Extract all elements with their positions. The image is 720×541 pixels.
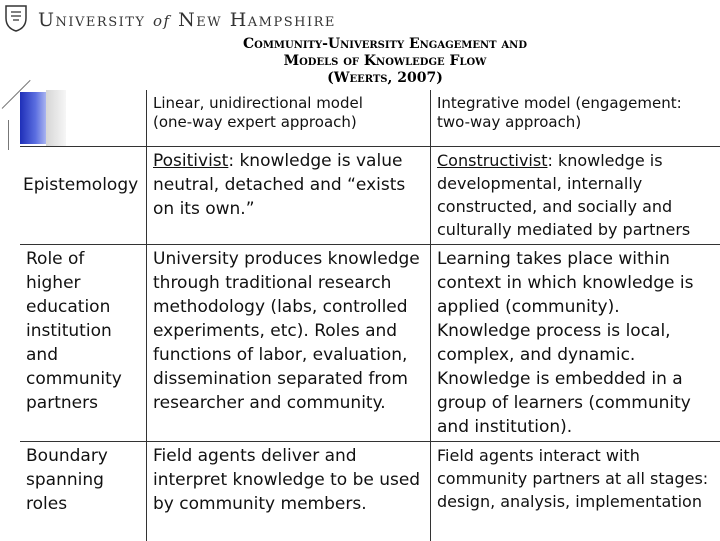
cell-epistemology-integrative: Constructivist: knowledge is developmental, internally constructed, and socially and culturally mediated by partners [431,146,720,244]
header-linear-line-1: Linear, unidirectional model [153,94,424,113]
table-row [20,244,720,441]
header-integrative-line-1: Integrative model (engagement: [437,94,714,113]
title-line-3: (Weerts, 2007) [150,70,620,87]
header-linear-model [147,90,431,146]
table-row [20,146,720,244]
university-wordmark: University of New Hampshire [38,9,336,31]
comparison-table [20,90,720,541]
header-integrative-model [431,90,720,146]
epistemology-label: Epistemology [23,175,138,195]
row-label-epistemology [20,146,147,244]
cell-boundary-integrative: Field agents interact with community partners at all stages: design, analysis, implementation [431,441,720,541]
title-line-2: Models of Knowledge Flow [150,53,620,70]
cell-role-integrative: Learning takes place within context in which knowledge is applied (community). Knowledge process is local, complex, and dynamic. Knowledge is embedded in a group of learners (community and institution). [431,244,720,441]
cell-boundary-linear: Field agents deliver and interpret knowledge to be used by community members. [147,441,431,541]
header-empty-cell [20,90,147,146]
table-row [20,441,720,541]
header-integrative-line-2: two-way approach) [437,113,714,132]
row-label-role: Role of higher education institution and community partners [20,244,147,441]
table-header-row [20,90,720,146]
row-label-boundary: Boundary spanning roles [20,441,147,541]
slide-title [150,36,620,87]
decorative-line [8,120,9,150]
title-line-1: Community-University Engagement and [150,36,620,53]
cell-epistemology-linear: Positivist: knowledge is value neutral, detached and “exists on its own.” [147,146,431,244]
header-linear-line-2: (one-way expert approach) [153,113,424,132]
header-bar [0,0,720,40]
cell-role-linear: University produces knowledge through traditional research methodology (labs, controlled experiments, etc). Roles and functions of labor, evaluation, dissemination separated from researcher and community. [147,244,431,441]
unh-seal-icon [4,4,28,32]
